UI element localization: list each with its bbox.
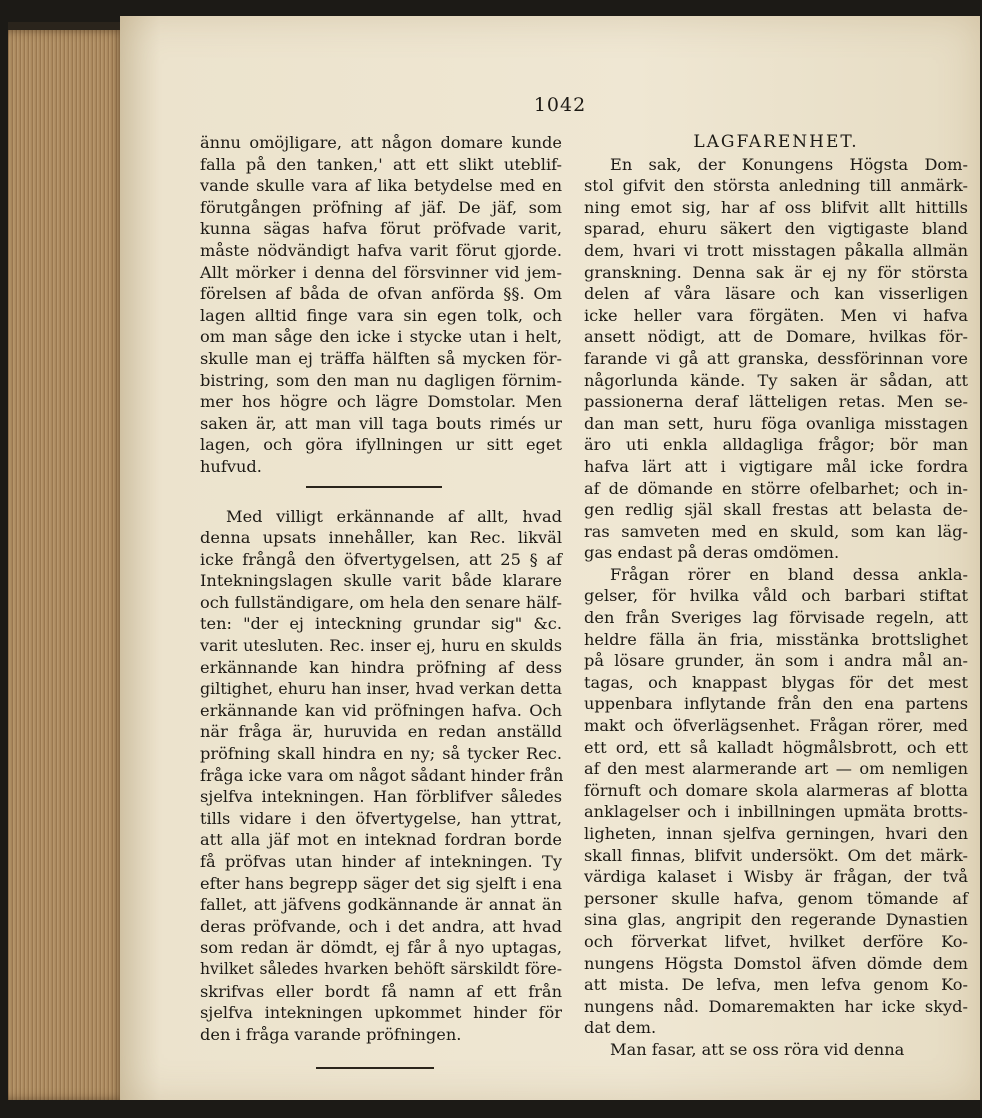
text-line: pröfning skall hindra en ny; så tycker Rec. bbox=[200, 744, 562, 764]
text-line: tills vidare i den öfvertygelse, han yttrat, bbox=[200, 808, 562, 828]
section-divider bbox=[306, 486, 442, 488]
right-paragraph-1 bbox=[584, 154, 968, 564]
text-line: dat dem. bbox=[584, 1018, 657, 1038]
text-line: dem, hvari vi trott misstagen påkalla allmän bbox=[584, 240, 968, 260]
text-line: af den mest alarmerande art — om nemligen bbox=[584, 759, 968, 779]
text-line: af de dömande en större ofelbarhet; och in- bbox=[584, 478, 968, 498]
text-line: den från Sveriges lag förvisade regeln, att bbox=[584, 608, 968, 628]
text-line: bistring, som den man nu dagligen förnim- bbox=[200, 370, 562, 390]
text-line: när fråga är, huruvida en redan anställd bbox=[200, 722, 562, 742]
text-line: hafva lärt att i vigtigare mål icke fordra bbox=[584, 456, 968, 476]
text-line: Med villigt erkännande af allt, hvad bbox=[226, 506, 562, 526]
section-heading: LAGFARENHET. bbox=[693, 132, 859, 152]
page-bottom-shadow bbox=[120, 1100, 980, 1118]
text-line: på lösare grunder, än som i andra mål an- bbox=[584, 651, 968, 671]
text-line: förelsen af båda de ofvan anförda §§. Om bbox=[200, 284, 562, 304]
text-line: falla på den tanken,' att ett slikt uteblif- bbox=[200, 154, 562, 174]
text-line: som redan är dömdt, ej får å nyo uptagas, bbox=[200, 938, 562, 958]
text-line: Frågan rörer en bland dessa ankla- bbox=[610, 564, 968, 584]
text-line: erkännande kan vid pröfningen hafva. Och bbox=[200, 700, 562, 720]
left-paragraph-2 bbox=[200, 506, 562, 1046]
text-line: hufvud. bbox=[200, 456, 262, 476]
text-line: delen af våra läsare och kan visserligen bbox=[584, 284, 968, 304]
text-line: värdiga kalaset i Wisby är frågan, der två bbox=[584, 867, 968, 887]
right-column bbox=[584, 132, 968, 1061]
left-column bbox=[200, 132, 562, 1081]
text-line: anklagelser och i inbillningen upmäta brotts- bbox=[584, 802, 968, 822]
right-paragraph-3 bbox=[584, 1039, 968, 1061]
text-line: fråga icke vara om något sådant hinder från bbox=[200, 765, 564, 785]
text-line: stol gifvit den största anledning till anmärk- bbox=[584, 176, 968, 196]
right-paragraph-2 bbox=[584, 564, 968, 1039]
text-line: hvilket således hvarken behöft särskildt före- bbox=[200, 959, 562, 978]
text-line: saken är, att man vill taga bouts rimés ur bbox=[200, 413, 562, 433]
text-line: heldre fälla än fria, misstänka brottslighet bbox=[584, 629, 968, 649]
text-line: personer skulle hafva, genom tömande af bbox=[584, 888, 968, 908]
text-line: lagen alltid finge vara sin egen tolk, och bbox=[200, 305, 562, 325]
text-line: förnuft och domare skola alarmeras af blotta bbox=[584, 780, 968, 800]
text-line: sina glas, angripit den regerande Dynastien bbox=[584, 910, 968, 930]
text-line: gelser, för hvilka våld och barbari stiftat bbox=[584, 586, 968, 606]
text-line: nungens nåd. Domaremakten har icke skyd- bbox=[584, 996, 968, 1016]
text-line: Allt mörker i denna del försvinner vid jem- bbox=[200, 262, 562, 282]
text-line: tagas, och knappast blygas för det mest bbox=[584, 672, 968, 692]
text-line: och fullständigare, om hela den senare hälf- bbox=[200, 592, 562, 612]
text-line: icke frångå den öfvertygelsen, att 25 § af bbox=[200, 549, 562, 569]
text-line: ännu omöjligare, att någon domare kunde bbox=[200, 133, 562, 152]
page-number: 1042 bbox=[533, 94, 587, 116]
text-line: Intekningslagen skulle varit både klarare bbox=[200, 571, 562, 591]
text-line: giltighet, ehuru han inser, hvad verkan detta bbox=[200, 679, 562, 699]
text-line: få pröfvas utan hinder af intekningen. Ty bbox=[200, 852, 562, 871]
text-line: om man såge den icke i stycke utan i helt, bbox=[200, 327, 562, 347]
text-line: lagen, och göra ifyllningen ur sitt eget bbox=[200, 435, 562, 455]
text-line: skrifvas eller bordt få namn af ett från bbox=[200, 981, 562, 1001]
text-line: skall finnas, blifvit undersökt. Om det märk- bbox=[584, 845, 968, 865]
text-line: fallet, att jäfvens godkännande är annat än bbox=[200, 895, 562, 915]
text-line: ras samveten med en skuld, som kan läg- bbox=[584, 521, 968, 541]
text-line: ten: "der ej inteckning grundar sig" &c. bbox=[200, 614, 562, 634]
text-line: En sak, der Konungens Högsta Dom- bbox=[610, 154, 968, 174]
text-line: gen redlig själ skall frestas att belasta de- bbox=[584, 500, 968, 520]
text-line: nungens Högsta Domstol äfven dömde dem bbox=[584, 953, 968, 973]
text-line: uppenbara inflytande från den ena partens bbox=[584, 694, 968, 714]
text-line: sparad, ehuru säkert den vigtigaste bland bbox=[584, 219, 968, 239]
text-line: efter hans begrepp säger det sig sjelft i ena bbox=[200, 873, 562, 893]
text-line: farande vi gå att granska, dessförinnan vore bbox=[584, 348, 968, 368]
text-line: att mista. De lefva, men lefva genom Ko- bbox=[584, 975, 968, 995]
text-line: deras pröfvande, och i det andra, att hvad bbox=[200, 916, 562, 936]
text-line: varit utesluten. Rec. inser ej, huru en skulds bbox=[200, 636, 562, 656]
text-line: att alla jäf mot en inteknad fordran borde bbox=[200, 830, 562, 850]
text-line: någorlunda kände. Ty saken är sådan, att bbox=[584, 370, 968, 390]
text-line: erkännande kan hindra pröfning af dess bbox=[200, 657, 562, 677]
text-line: makt och öfverlägsenhet. Frågan rörer, med bbox=[584, 716, 968, 736]
section-divider bbox=[316, 1067, 434, 1069]
text-line: icke heller vara förgäten. Men vi hafva bbox=[584, 305, 968, 325]
text-line: gas endast på deras omdömen. bbox=[584, 543, 840, 563]
text-line: mer hos högre och lägre Domstolar. Men bbox=[200, 392, 562, 412]
text-line: sjelfva intekningen upkommet hinder för bbox=[200, 1003, 562, 1023]
text-line: och förverkat lifvet, hvilket derföre Ko- bbox=[584, 931, 968, 951]
text-line: den i fråga varande pröfningen. bbox=[200, 1024, 462, 1044]
text-line: sjelfva intekningen. Han förblifver således bbox=[200, 787, 562, 807]
text-line: äro uti enkla alldagliga frågor; bör man bbox=[584, 435, 968, 455]
left-paragraph-1 bbox=[200, 132, 562, 478]
text-line: ligheten, innan sjelfva gerningen, hvari den bbox=[584, 824, 968, 843]
text-line: vande skulle vara af lika betydelse med en bbox=[200, 176, 562, 196]
book-page-edges bbox=[8, 30, 128, 1100]
text-line: kunna sägas hafva förut pröfvade varit, bbox=[200, 219, 562, 239]
text-line: måste nödvändigt hafva varit förut gjorde. bbox=[200, 240, 562, 260]
text-line: skulle man ej träffa hälften så mycken för- bbox=[200, 348, 562, 368]
text-line: ning emot sig, har af oss blifvit allt hittills bbox=[584, 197, 968, 217]
text-line: Man fasar, att se oss röra vid denna bbox=[610, 1039, 905, 1059]
text-line: ansett nödigt, att de Domare, hvilkas för- bbox=[584, 327, 968, 347]
text-line: ett ord, ett så kalladt högmålsbrott, och ett bbox=[584, 737, 968, 757]
text-line: granskning. Denna sak är ej ny för största bbox=[584, 262, 968, 282]
text-line: passionerna deraf lätteligen retas. Men se- bbox=[584, 392, 968, 412]
text-line: denna upsats innehåller, kan Rec. likväl bbox=[200, 528, 562, 548]
text-line: förutgången pröfning af jäf. De jäf, som bbox=[200, 197, 562, 217]
text-line: dan man sett, huru föga ovanliga misstagen bbox=[584, 413, 968, 433]
